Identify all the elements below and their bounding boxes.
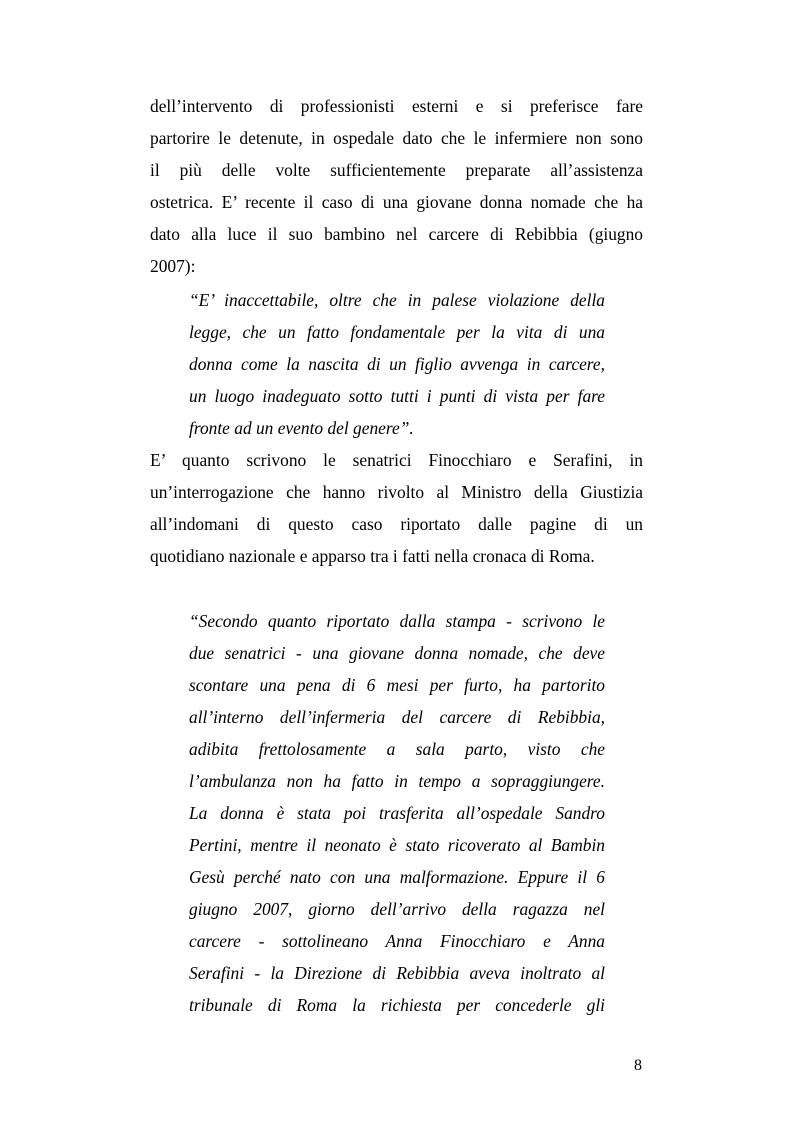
text-line: ostetrica. E’ recente il caso di una giovane donna nomade che ha: [150, 192, 643, 212]
quote-line: Gesù perché nato con una malformazione. Eppure il 6: [189, 867, 605, 887]
text-line: dell’intervento di professionisti esterni e si preferisce fare: [150, 96, 643, 116]
quote-line: “Secondo quanto riportato dalla stampa - scrivono le: [189, 611, 605, 631]
paragraph-intro: [150, 90, 643, 282]
quote-line: legge, che un fatto fondamentale per la vita di una: [189, 322, 605, 342]
quote-line: all’interno dell’infermeria del carcere di Rebibbia,: [189, 707, 605, 727]
quote-line: carcere - sottolineano Anna Finocchiaro e Anna: [189, 931, 605, 951]
quote-line: Serafini - la Direzione di Rebibbia aveva inoltrato al: [189, 963, 605, 983]
quote-line: l’ambulanza non ha fatto in tempo a sopraggiungere.: [189, 771, 605, 791]
quote-line: giugno 2007, giorno dell’arrivo della ragazza nel: [189, 899, 605, 919]
text-line: un’interrogazione che hanno rivolto al Ministro della Giustizia: [150, 482, 643, 502]
quote-line: adibita frettolosamente a sala parto, visto che: [189, 739, 605, 759]
text-line: partorire le detenute, in ospedale dato che le infermiere non sono: [150, 128, 643, 148]
text-line: E’ quanto scrivono le senatrici Finocchiaro e Serafini, in: [150, 450, 643, 470]
text-line: il più delle volte sufficientemente preparate all’assistenza: [150, 160, 643, 180]
paragraph-interrogation: [150, 444, 643, 572]
page-number: 8: [634, 1057, 642, 1074]
quote-line: tribunale di Roma la richiesta per concederle gli: [189, 995, 605, 1015]
quote-line: scontare una pena di 6 mesi per furto, ha partorito: [189, 675, 605, 695]
text-line: 2007):: [150, 256, 196, 276]
quote-line: fronte ad un evento del genere”.: [189, 418, 414, 438]
text-line: dato alla luce il suo bambino nel carcere di Rebibbia (giugno: [150, 224, 643, 244]
quote-line: La donna è stata poi trasferita all’ospedale Sandro: [189, 803, 605, 823]
quote-line: donna come la nascita di un figlio avvenga in carcere,: [189, 354, 605, 374]
text-line: all’indomani di questo caso riportato dalle pagine di un: [150, 514, 643, 534]
text-line: quotidiano nazionale e apparso tra i fatti nella cronaca di Roma.: [150, 546, 595, 566]
quote-press-report: [189, 605, 605, 1021]
quote-line: “E’ inaccettabile, oltre che in palese violazione della: [189, 290, 605, 310]
quote-senators-statement: [189, 284, 605, 444]
quote-line: un luogo inadeguato sotto tutti i punti di vista per fare: [189, 386, 605, 406]
quote-line: Pertini, mentre il neonato è stato ricoverato al Bambin: [189, 835, 605, 855]
quote-line: due senatrici - una giovane donna nomade, che deve: [189, 643, 605, 663]
